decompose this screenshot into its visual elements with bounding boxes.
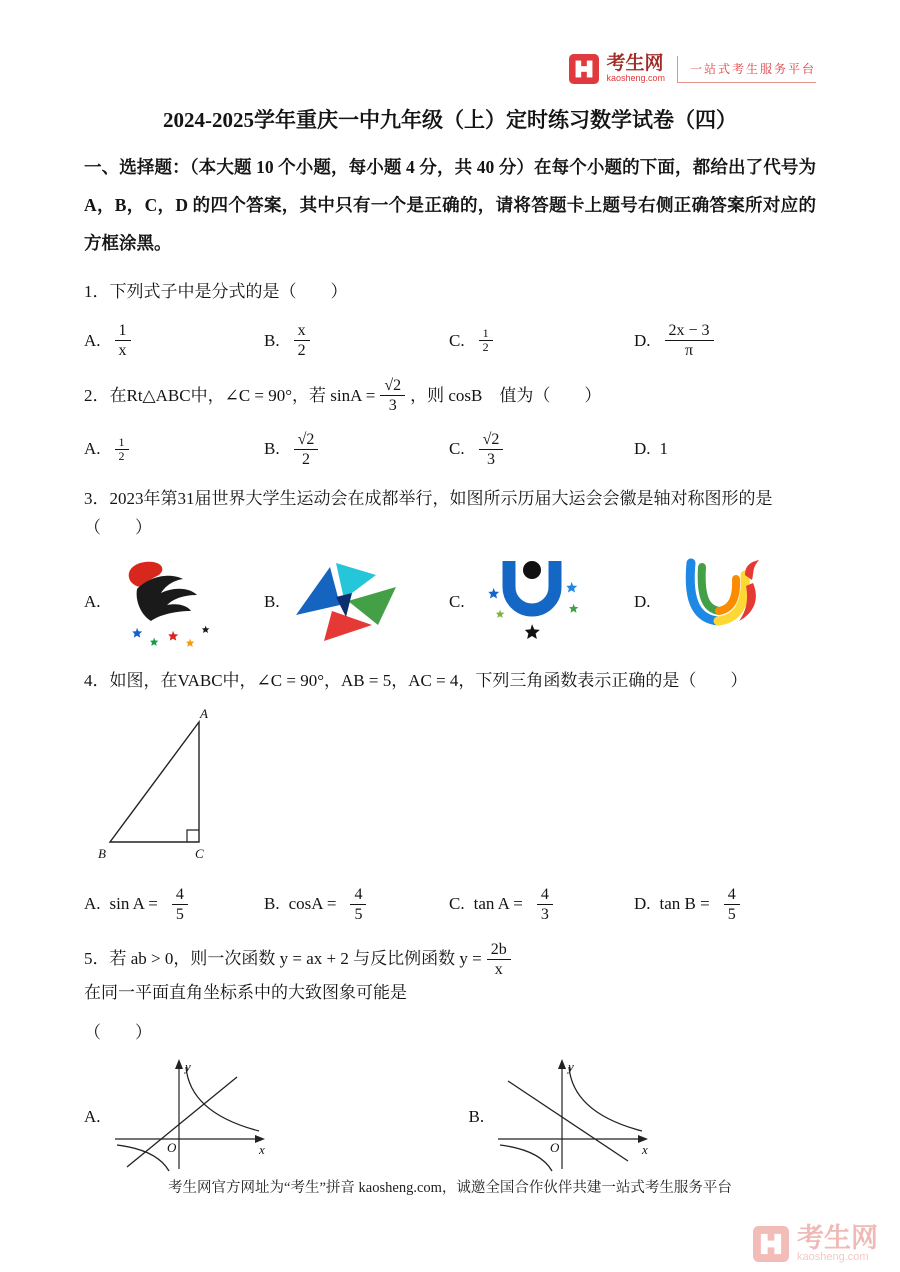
q1-option-d	[634, 321, 816, 360]
q4-option-c	[449, 885, 634, 924]
q5-text-part1: 5．若 ab > 0，则一次函数 y = ax + 2 与反比例函数 y =	[84, 949, 482, 969]
option-label: C.	[449, 894, 465, 914]
option-label: C.	[449, 330, 465, 350]
q5-text-part2: 在同一平面直角坐标系中的大致图象可能是	[84, 983, 407, 1003]
watermark-text-block	[797, 1224, 878, 1264]
question-2-options	[84, 430, 816, 469]
fraction: $\frac{2b}{x}$	[487, 940, 511, 979]
kaosheng-watermark-icon	[753, 1226, 789, 1262]
option-label: B.	[264, 439, 280, 459]
q3-option-d	[634, 553, 816, 651]
fraction: $\frac{1}{2}$	[479, 327, 493, 354]
q2-option-b	[264, 430, 449, 469]
q2-option-c	[449, 430, 634, 469]
question-5-text	[84, 940, 816, 1008]
watermark-domain: kaosheng.com	[797, 1251, 869, 1264]
q1-option-a	[84, 321, 264, 360]
q5-graph-a	[84, 1057, 279, 1177]
fraction: $\frac{2x - 3}{\pi}$	[665, 321, 714, 360]
option-label: A.	[84, 439, 101, 459]
q5-graph-b	[469, 1057, 663, 1177]
option-label: B.	[264, 591, 280, 611]
q1-option-c	[449, 327, 634, 354]
question-3-text: 3．2023年第31届世界大学生运动会在成都举行，如图所示历届大运会会徽是轴对称图形的是（ ）	[84, 489, 773, 537]
fraction: $\frac{√2}{3}$	[479, 430, 504, 469]
question-4-options	[84, 885, 816, 924]
kaosheng-watermark	[753, 1224, 878, 1264]
logo-domain: kaosheng.com	[606, 73, 665, 84]
fraction: $\frac{4}{3}$	[537, 885, 553, 924]
option-label: D.	[634, 591, 651, 611]
triangle-label-b: B	[98, 845, 106, 861]
fraction: $\frac{1}{2}$	[115, 436, 129, 463]
q3-option-c	[449, 553, 634, 651]
q4-option-a	[84, 885, 264, 924]
q2-option-d	[634, 439, 816, 459]
logo-tagline: 一站式考生服务平台	[677, 56, 816, 83]
kaosheng-logo	[569, 54, 816, 84]
x-axis-label: x	[642, 1142, 648, 1158]
question-1-text: 1．下列式子中是分式的是（ ）	[84, 282, 348, 301]
q2-text-part2: ，则 cosB 值为（ ）	[410, 385, 602, 405]
emblem-blue-u-star-icon	[475, 553, 590, 651]
q2-option-a	[84, 436, 264, 463]
x-axis-label: x	[258, 1142, 265, 1158]
emblem-rainbow-u-phoenix-icon	[661, 553, 776, 651]
question-3-options	[84, 553, 816, 651]
logo-name: 考生网	[606, 53, 664, 75]
section-intro: 一、选择题：（本大题 10 个小题，每小题 4 分，共 40 分）在每个小题的下面，都给出了代号为 A，B，C，D 的四个答案，其中只有一个是正确的，请将答题卡上题号右侧正确答案所对应的方框涂黑。	[84, 157, 816, 253]
q3-option-a	[84, 553, 264, 651]
q1-option-b	[264, 321, 449, 360]
option-label: B.	[264, 894, 280, 914]
y-axis-label: y	[568, 1059, 574, 1075]
kaosheng-logo-icon	[569, 54, 599, 84]
option-label: B.	[264, 330, 280, 350]
q4-option-d	[634, 885, 816, 924]
option-label: C.	[449, 591, 465, 611]
coordinate-graph-b	[492, 1057, 662, 1177]
fraction: $\frac{x}{2}$	[294, 321, 310, 360]
watermark-name: 考生网	[797, 1223, 878, 1254]
fraction: $\frac{√2}{3}$	[380, 376, 405, 415]
q3-option-b	[264, 553, 449, 651]
option-label: A.	[84, 330, 101, 350]
emblem-geometric-bird-icon	[290, 553, 405, 651]
origin-label: O	[166, 1140, 176, 1156]
option-label: A.	[84, 591, 101, 611]
option-label: D.	[634, 894, 651, 914]
question-2-text	[84, 376, 816, 415]
option-value: 1	[659, 439, 669, 459]
question-4-text: 4．如图，在VABC中，∠C = 90°，AB = 5，AC = 4，下列三角函数表示正确的是（ ）	[84, 670, 748, 690]
page-title: 2024-2025学年重庆一中九年级（上）定时练习数学试卷（四）	[163, 108, 737, 132]
fraction: $\frac{√2}{2}$	[294, 430, 319, 469]
footer-text: 考生网官方网址为“考生”拼音 kaosheng.com，诚邀全国合作伙伴共建一站式考生服务平台	[168, 1180, 732, 1196]
question-5-graphs	[84, 1057, 816, 1177]
fraction: $\frac{4}{5}$	[350, 885, 366, 924]
logo-text-block	[606, 54, 665, 83]
emblem-red-calligraphy-bird-icon	[111, 553, 226, 651]
option-expression: cosA =	[288, 894, 337, 914]
option-label: C.	[449, 439, 465, 459]
option-label: D.	[634, 330, 651, 350]
option-expression: tan B =	[659, 894, 710, 914]
option-label: A.	[84, 894, 101, 914]
coordinate-graph-a	[109, 1057, 279, 1177]
option-expression: tan A =	[473, 894, 523, 914]
question-4-figure	[94, 706, 816, 871]
q2-text-part1: 2．在Rt△ABC中，∠C = 90°，若 sinA =	[84, 385, 376, 405]
fraction: $\frac{4}{5}$	[172, 885, 188, 924]
origin-label: O	[550, 1140, 560, 1156]
fraction: $\frac{4}{5}$	[724, 885, 740, 924]
triangle-label-c: C	[195, 845, 204, 861]
q5-answer-paren: （ ）	[84, 1023, 152, 1043]
site-header	[84, 46, 816, 92]
fraction: $\frac{1}{x}$	[115, 321, 131, 360]
option-label: B.	[468, 1107, 485, 1127]
right-triangle-figure	[94, 706, 284, 866]
option-label: D.	[634, 439, 651, 459]
q4-option-b	[264, 885, 449, 924]
option-label: A.	[84, 1107, 101, 1127]
option-expression: sin A =	[109, 894, 158, 914]
question-1-options	[84, 321, 816, 360]
triangle-label-a: A	[200, 705, 208, 721]
y-axis-label: y	[184, 1059, 191, 1075]
